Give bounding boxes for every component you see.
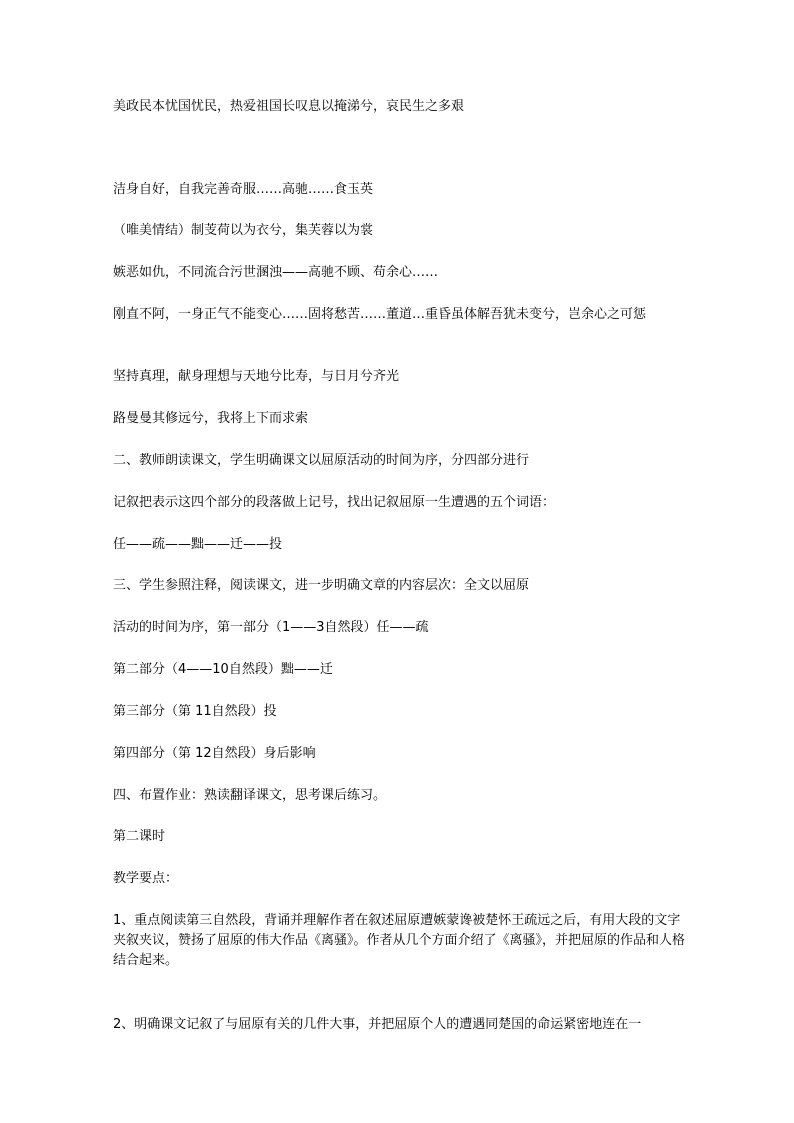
paragraph-11: 三、学生参照注释，阅读课文，进一步明确文章的内容层次：全文以屈原	[113, 578, 530, 593]
paragraph-3: （唯美情结）制芰荷以为衣兮，集芙蓉以为裳	[113, 223, 374, 238]
paragraph-1: 美政民本忧国忧民，热爱祖国长叹息以掩涕兮，哀民生之多艰	[113, 99, 465, 114]
paragraph-18: 教学要点：	[113, 871, 179, 886]
paragraph-14: 第三部分（第 11自然段）投	[113, 704, 277, 719]
paragraph-15: 第四部分（第 12自然段）身后影响	[113, 746, 316, 761]
paragraph-5: 刚直不阿，一身正气不能变心……固将愁苦……董道…重昏虽体解吾犹未变兮，岂余心之可惩	[113, 307, 647, 322]
paragraph-7: 路曼曼其修远兮，我将上下而求索	[113, 411, 309, 426]
paragraph-8: 二、教师朗读课文，学生明确课文以屈原活动的时间为序，分四部分进行	[113, 453, 530, 468]
paragraph-10: 任——疏——黜——迁——投	[113, 537, 283, 552]
paragraph-2: 洁身自好，自我完善奇服……高驰……食玉英	[113, 182, 374, 197]
paragraph-13: 第二部分（4——10自然段）黜——迁	[113, 662, 333, 677]
paragraph-12: 活动的时间为序，第一部分（1——3自然段）任——疏	[113, 620, 429, 635]
paragraph-9: 记叙把表示这四个部分的段落做上记号，找出记叙屈原一生遭遇的五个词语：	[113, 495, 556, 510]
paragraph-20: 2、明确课文记叙了与屈原有关的几件大事，并把屈原个人的遭遇同楚国的命运紧密地连在一	[113, 1017, 642, 1032]
paragraph-16: 四、布置作业：熟读翻译课文，思考课后练习。	[113, 788, 387, 803]
paragraph-4: 嫉恶如仇，不同流合污世溷浊——高驰不顾、苟余心……	[113, 265, 439, 280]
paragraph-6: 坚持真理，献身理想与天地兮比寿，与日月兮齐光	[113, 369, 400, 384]
paragraph-17: 第二课时	[113, 829, 166, 844]
paragraph-19: 1、重点阅读第三自然段，背诵并理解作者在叙述屈原遭嫉蒙谗被楚怀王疏远之后，有用大段的文字夹叙夹议，赞扬了屈原的伟大作品《离骚》。作者从几个方面介绍了《离骚》，并把屈原的作品和人格结合起来。	[113, 913, 686, 968]
